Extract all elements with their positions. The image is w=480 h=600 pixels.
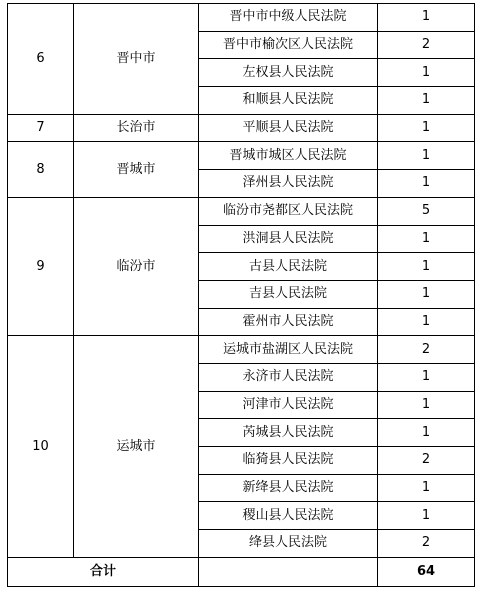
court-name: 稷山县人民法院 [199, 502, 378, 530]
court-name: 新绛县人民法院 [199, 474, 378, 502]
court-name: 临猗县人民法院 [199, 447, 378, 475]
court-name: 芮城县人民法院 [199, 419, 378, 447]
city-name: 运城市 [74, 336, 199, 558]
court-count: 1 [378, 474, 475, 502]
table-row [8, 142, 475, 170]
total-count: 64 [378, 557, 475, 586]
court-name: 临汾市尧都区人民法院 [199, 197, 378, 225]
court-count: 1 [378, 502, 475, 530]
court-count: 2 [378, 336, 475, 364]
court-count: 1 [378, 114, 475, 142]
court-count: 5 [378, 197, 475, 225]
court-count: 1 [378, 363, 475, 391]
table-row [8, 114, 475, 142]
court-name: 和顺县人民法院 [199, 87, 378, 115]
court-count: 2 [378, 31, 475, 59]
court-count: 1 [378, 391, 475, 419]
court-name: 晋城市城区人民法院 [199, 142, 378, 170]
table-row [8, 197, 475, 225]
total-label: 合计 [8, 557, 199, 586]
court-name: 永济市人民法院 [199, 363, 378, 391]
court-name: 泽州县人民法院 [199, 170, 378, 198]
group-number: 7 [8, 114, 74, 142]
court-count: 1 [378, 225, 475, 253]
court-name: 平顺县人民法院 [199, 114, 378, 142]
court-count: 1 [378, 419, 475, 447]
court-name: 运城市盐湖区人民法院 [199, 336, 378, 364]
court-name: 晋中市中级人民法院 [199, 4, 378, 32]
court-count: 1 [378, 59, 475, 87]
city-name: 长治市 [74, 114, 199, 142]
court-count: 1 [378, 280, 475, 308]
court-name: 绛县人民法院 [199, 530, 378, 558]
group-number: 8 [8, 142, 74, 197]
court-count: 2 [378, 447, 475, 475]
court-count: 1 [378, 4, 475, 32]
group-number: 10 [8, 336, 74, 558]
court-name: 吉县人民法院 [199, 280, 378, 308]
table-row [8, 4, 475, 32]
court-count: 1 [378, 87, 475, 115]
court-count: 1 [378, 170, 475, 198]
group-number: 9 [8, 197, 74, 335]
court-name: 河津市人民法院 [199, 391, 378, 419]
group-number: 6 [8, 4, 74, 115]
table-row [8, 336, 475, 364]
court-count: 2 [378, 530, 475, 558]
city-name: 临汾市 [74, 197, 199, 335]
city-name: 晋城市 [74, 142, 199, 197]
total-row [8, 557, 475, 586]
court-count: 1 [378, 308, 475, 336]
court-name: 古县人民法院 [199, 253, 378, 281]
court-name: 洪洞县人民法院 [199, 225, 378, 253]
court-quota-table [7, 3, 475, 587]
city-name: 晋中市 [74, 4, 199, 115]
court-count: 1 [378, 253, 475, 281]
total-court-cell [199, 557, 378, 586]
court-name: 霍州市人民法院 [199, 308, 378, 336]
court-name: 左权县人民法院 [199, 59, 378, 87]
court-count: 1 [378, 142, 475, 170]
court-name: 晋中市榆次区人民法院 [199, 31, 378, 59]
